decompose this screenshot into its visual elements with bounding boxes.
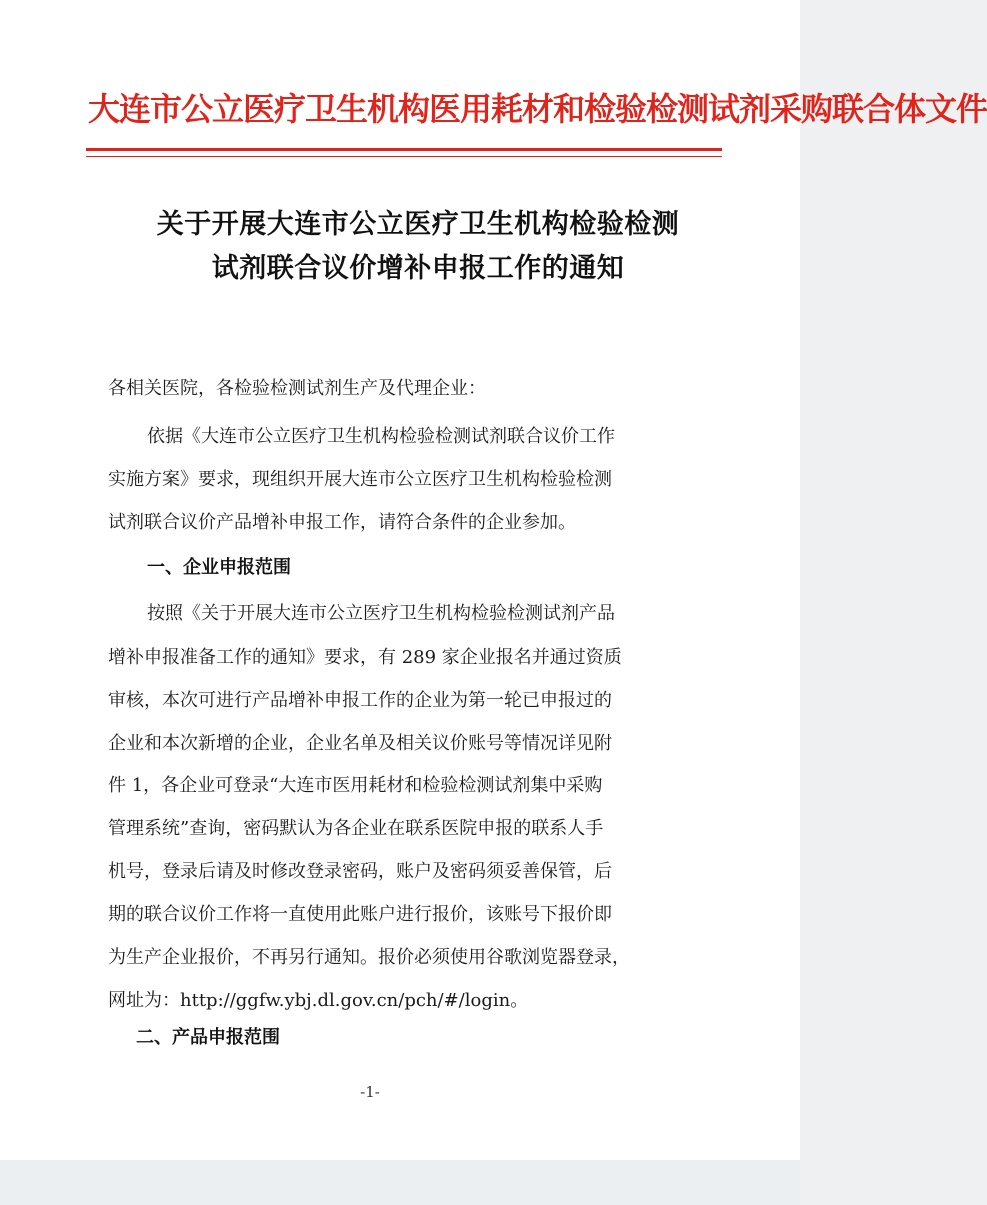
- intro-line: 实施方案》要求，现组织开展大连市公立医疗卫生机构检验检测: [108, 469, 612, 490]
- section1-line: 增补申报准备工作的通知》要求，有 289 家企业报名并通过资质: [108, 647, 622, 668]
- header-rule-thin: [86, 156, 722, 157]
- intro-line: 试剂联合议价产品增补申报工作，请符合条件的企业参加。: [108, 512, 576, 533]
- section1-line: 为生产企业报价，不再另行通知。报价必须使用谷歌浏览器登录，: [108, 947, 630, 968]
- section-heading-1: 一、企业申报范围: [147, 557, 291, 578]
- page-number: -1-: [360, 1083, 380, 1101]
- section1-line: 机号，登录后请及时修改登录密码，账户及密码须妥善保管，后: [108, 861, 612, 882]
- document-title: [118, 203, 718, 291]
- section1-line: 按照《关于开展大连市公立医疗卫生机构检验检测试剂产品: [147, 603, 615, 624]
- intro-line: 依据《大连市公立医疗卫生机构检验检测试剂联合议价工作: [147, 426, 615, 447]
- bottom-margin: [0, 1160, 800, 1205]
- salutation: 各相关医院，各检验检测试剂生产及代理企业：: [108, 378, 486, 399]
- section1-line: 管理系统”查询，密码默认为各企业在联系医院申报的联系人手: [108, 818, 604, 839]
- section1-line: 企业和本次新增的企业，企业名单及相关议价账号等情况详见附: [108, 733, 612, 754]
- header-rule-thick: [86, 148, 722, 151]
- document-title-line: 试剂联合议价增补申报工作的通知: [211, 253, 625, 284]
- org-header-title: 大连市公立医疗卫生机构医用耗材和检验检测试剂采购联合体文件: [88, 90, 987, 128]
- section1-line: 期的联合议价工作将一直使用此账户进行报价，该账号下报价即: [108, 904, 612, 925]
- section1-line: 审核，本次可进行产品增补申报工作的企业为第一轮已申报过的: [108, 690, 612, 711]
- section1-line: 件 1，各企业可登录“大连市医用耗材和检验检测试剂集中采购: [108, 775, 603, 796]
- section1-url-line: 网址为：http://ggfw.ybj.dl.gov.cn/pch/#/login。: [108, 990, 529, 1011]
- document-title-line: 关于开展大连市公立医疗卫生机构检验检测: [156, 209, 680, 240]
- section-heading-2: 二、产品申报范围: [136, 1027, 280, 1048]
